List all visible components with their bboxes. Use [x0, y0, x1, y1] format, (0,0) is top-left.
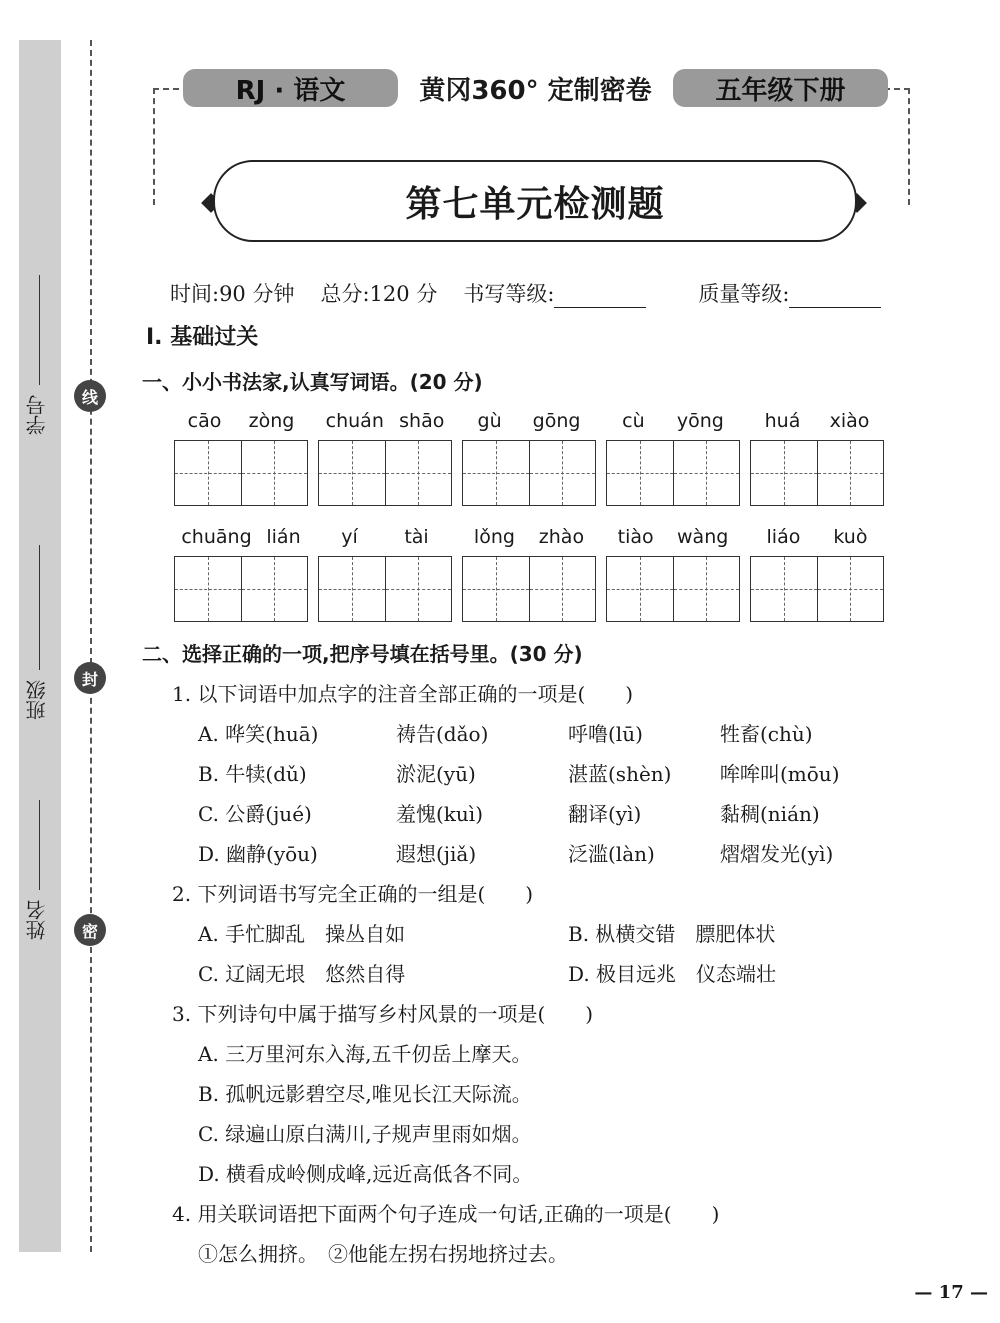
- q3-option-a[interactable]: A. 三万里河东入海,五千仞岳上摩天。: [198, 1042, 532, 1066]
- option-d2: 遐想(jiǎ): [396, 842, 477, 866]
- word-cell: [606, 410, 740, 506]
- pinyin: huá: [764, 410, 801, 432]
- writing-boxes[interactable]: [174, 440, 308, 506]
- word-cell: [174, 410, 308, 506]
- question-3: 3. 下列诗句中属于描写乡村风景的一项是( ): [172, 1002, 594, 1026]
- writing-boxes[interactable]: [174, 556, 308, 622]
- writing-boxes[interactable]: [606, 556, 740, 622]
- title-box: [213, 160, 857, 242]
- q3-option-c[interactable]: C. 绿遍山原白满川,子规声里雨如烟。: [198, 1122, 532, 1146]
- page-title: 第七单元检测题: [405, 182, 665, 225]
- quality-grade-blank[interactable]: [789, 285, 881, 308]
- option-a1[interactable]: A. 哗笑(huā): [198, 722, 319, 746]
- pinyin: xiào: [829, 410, 870, 432]
- option-c4: 黏稠(nián): [720, 802, 820, 826]
- word-cell: [174, 526, 308, 622]
- q1-heading: 一、小小书法家,认真写词语。(20 分): [142, 370, 483, 394]
- writing-boxes[interactable]: [750, 556, 884, 622]
- cut-mark-line: 线: [74, 380, 106, 412]
- quality-grade: 质量等级:: [698, 278, 907, 308]
- q3-option-b[interactable]: B. 孤帆远影碧空尽,唯见长江天际流。: [198, 1082, 532, 1106]
- q4-sentences: ①怎么拥挤。 ②他能左拐右拐地挤过去。: [198, 1242, 568, 1266]
- q2-option-c[interactable]: C. 辽阔无垠 悠然自得: [198, 962, 406, 986]
- q2-option-d[interactable]: D. 极目远兆 仪态端壮: [568, 962, 777, 986]
- pinyin: kuò: [833, 526, 868, 548]
- pinyin: zòng: [248, 410, 295, 432]
- writing-boxes[interactable]: [606, 440, 740, 506]
- page-number: — 17 —: [914, 1282, 988, 1303]
- pinyin: gù: [477, 410, 502, 432]
- word-cell: [462, 410, 596, 506]
- pinyin: lián: [266, 526, 301, 548]
- option-b4: 哞哞叫(mōu): [720, 762, 840, 786]
- q2-option-a[interactable]: A. 手忙脚乱 操丛自如: [198, 922, 406, 946]
- option-a3: 呼噜(lū): [568, 722, 643, 746]
- part-heading: Ⅰ. 基础过关: [146, 325, 259, 350]
- word-cell: [318, 526, 452, 622]
- option-a2: 祷告(dǎo): [396, 722, 489, 746]
- pinyin: chuāng: [181, 526, 252, 548]
- pinyin-grid-row-2: [174, 526, 884, 622]
- q2-option-b[interactable]: B. 枞横交错 膘肥体状: [568, 922, 776, 946]
- pinyin: chuán: [325, 410, 384, 432]
- writing-boxes[interactable]: [318, 440, 452, 506]
- pinyin: zhào: [538, 526, 585, 548]
- id-label: 学号: [25, 395, 49, 435]
- option-d1[interactable]: D. 幽静(yōu): [198, 842, 318, 866]
- name-label: 姓名: [25, 900, 49, 940]
- score-info: 总分:120 分: [320, 282, 438, 306]
- writing-boxes[interactable]: [750, 440, 884, 506]
- pinyin: wàng: [677, 526, 729, 548]
- binding-margin: [19, 40, 61, 1252]
- option-c2: 羞愧(kuì): [396, 802, 484, 826]
- cut-line: [90, 40, 92, 1252]
- series-title: 黄冈360° 定制密卷: [419, 75, 652, 106]
- writing-grade: 书写等级:: [463, 278, 672, 308]
- option-a4: 牲畜(chù): [720, 722, 813, 746]
- pinyin-grid-row-1: [174, 410, 884, 506]
- word-cell: [750, 526, 884, 622]
- pinyin: lǒng: [473, 526, 515, 548]
- class-label: 班级: [25, 680, 49, 720]
- name-blank: [39, 800, 40, 890]
- writing-boxes[interactable]: [462, 440, 596, 506]
- pinyin: cāo: [187, 410, 222, 432]
- pinyin: liáo: [766, 526, 801, 548]
- grade-pill: 五年级下册: [673, 69, 888, 107]
- class-blank: [39, 545, 40, 670]
- option-b3: 湛蓝(shèn): [568, 762, 672, 786]
- option-d4: 熠熠发光(yì): [720, 842, 834, 866]
- time-info: 时间:90 分钟: [170, 282, 295, 306]
- pinyin: yí: [341, 526, 358, 548]
- word-cell: [606, 526, 740, 622]
- question-4: 4. 用关联词语把下面两个句子连成一句话,正确的一项是( ): [172, 1202, 720, 1226]
- option-b2: 淤泥(yū): [396, 762, 476, 786]
- option-d3: 泛滥(làn): [568, 842, 655, 866]
- pinyin: cù: [622, 410, 645, 432]
- option-c3: 翻译(yì): [568, 802, 642, 826]
- id-blank: [39, 275, 40, 385]
- q3-option-d[interactable]: D. 横看成岭侧成峰,远近高低各不同。: [198, 1162, 533, 1186]
- question-1: 1. 以下词语中加点字的注音全部正确的一项是( ): [172, 682, 634, 706]
- writing-boxes[interactable]: [318, 556, 452, 622]
- option-b1[interactable]: B. 牛犊(dǔ): [198, 762, 307, 786]
- cut-mark-secret: 密: [74, 914, 106, 946]
- word-cell: [750, 410, 884, 506]
- exam-meta: [170, 278, 900, 308]
- q2-heading: 二、选择正确的一项,把序号填在括号里。(30 分): [142, 642, 583, 666]
- word-cell: [462, 526, 596, 622]
- cut-mark-seal: 封: [74, 662, 106, 694]
- pinyin: gōng: [532, 410, 581, 432]
- option-c1[interactable]: C. 公爵(jué): [198, 802, 312, 826]
- writing-grade-blank[interactable]: [554, 285, 646, 308]
- header-bar: [183, 68, 888, 108]
- pinyin: tài: [404, 526, 429, 548]
- pinyin: yōng: [676, 410, 724, 432]
- subject-pill: RJ · 语文: [183, 69, 398, 107]
- pinyin: shāo: [399, 410, 445, 432]
- writing-boxes[interactable]: [462, 556, 596, 622]
- word-cell: [318, 410, 452, 506]
- question-2: 2. 下列词语书写完全正确的一组是( ): [172, 882, 534, 906]
- pinyin: tiào: [617, 526, 654, 548]
